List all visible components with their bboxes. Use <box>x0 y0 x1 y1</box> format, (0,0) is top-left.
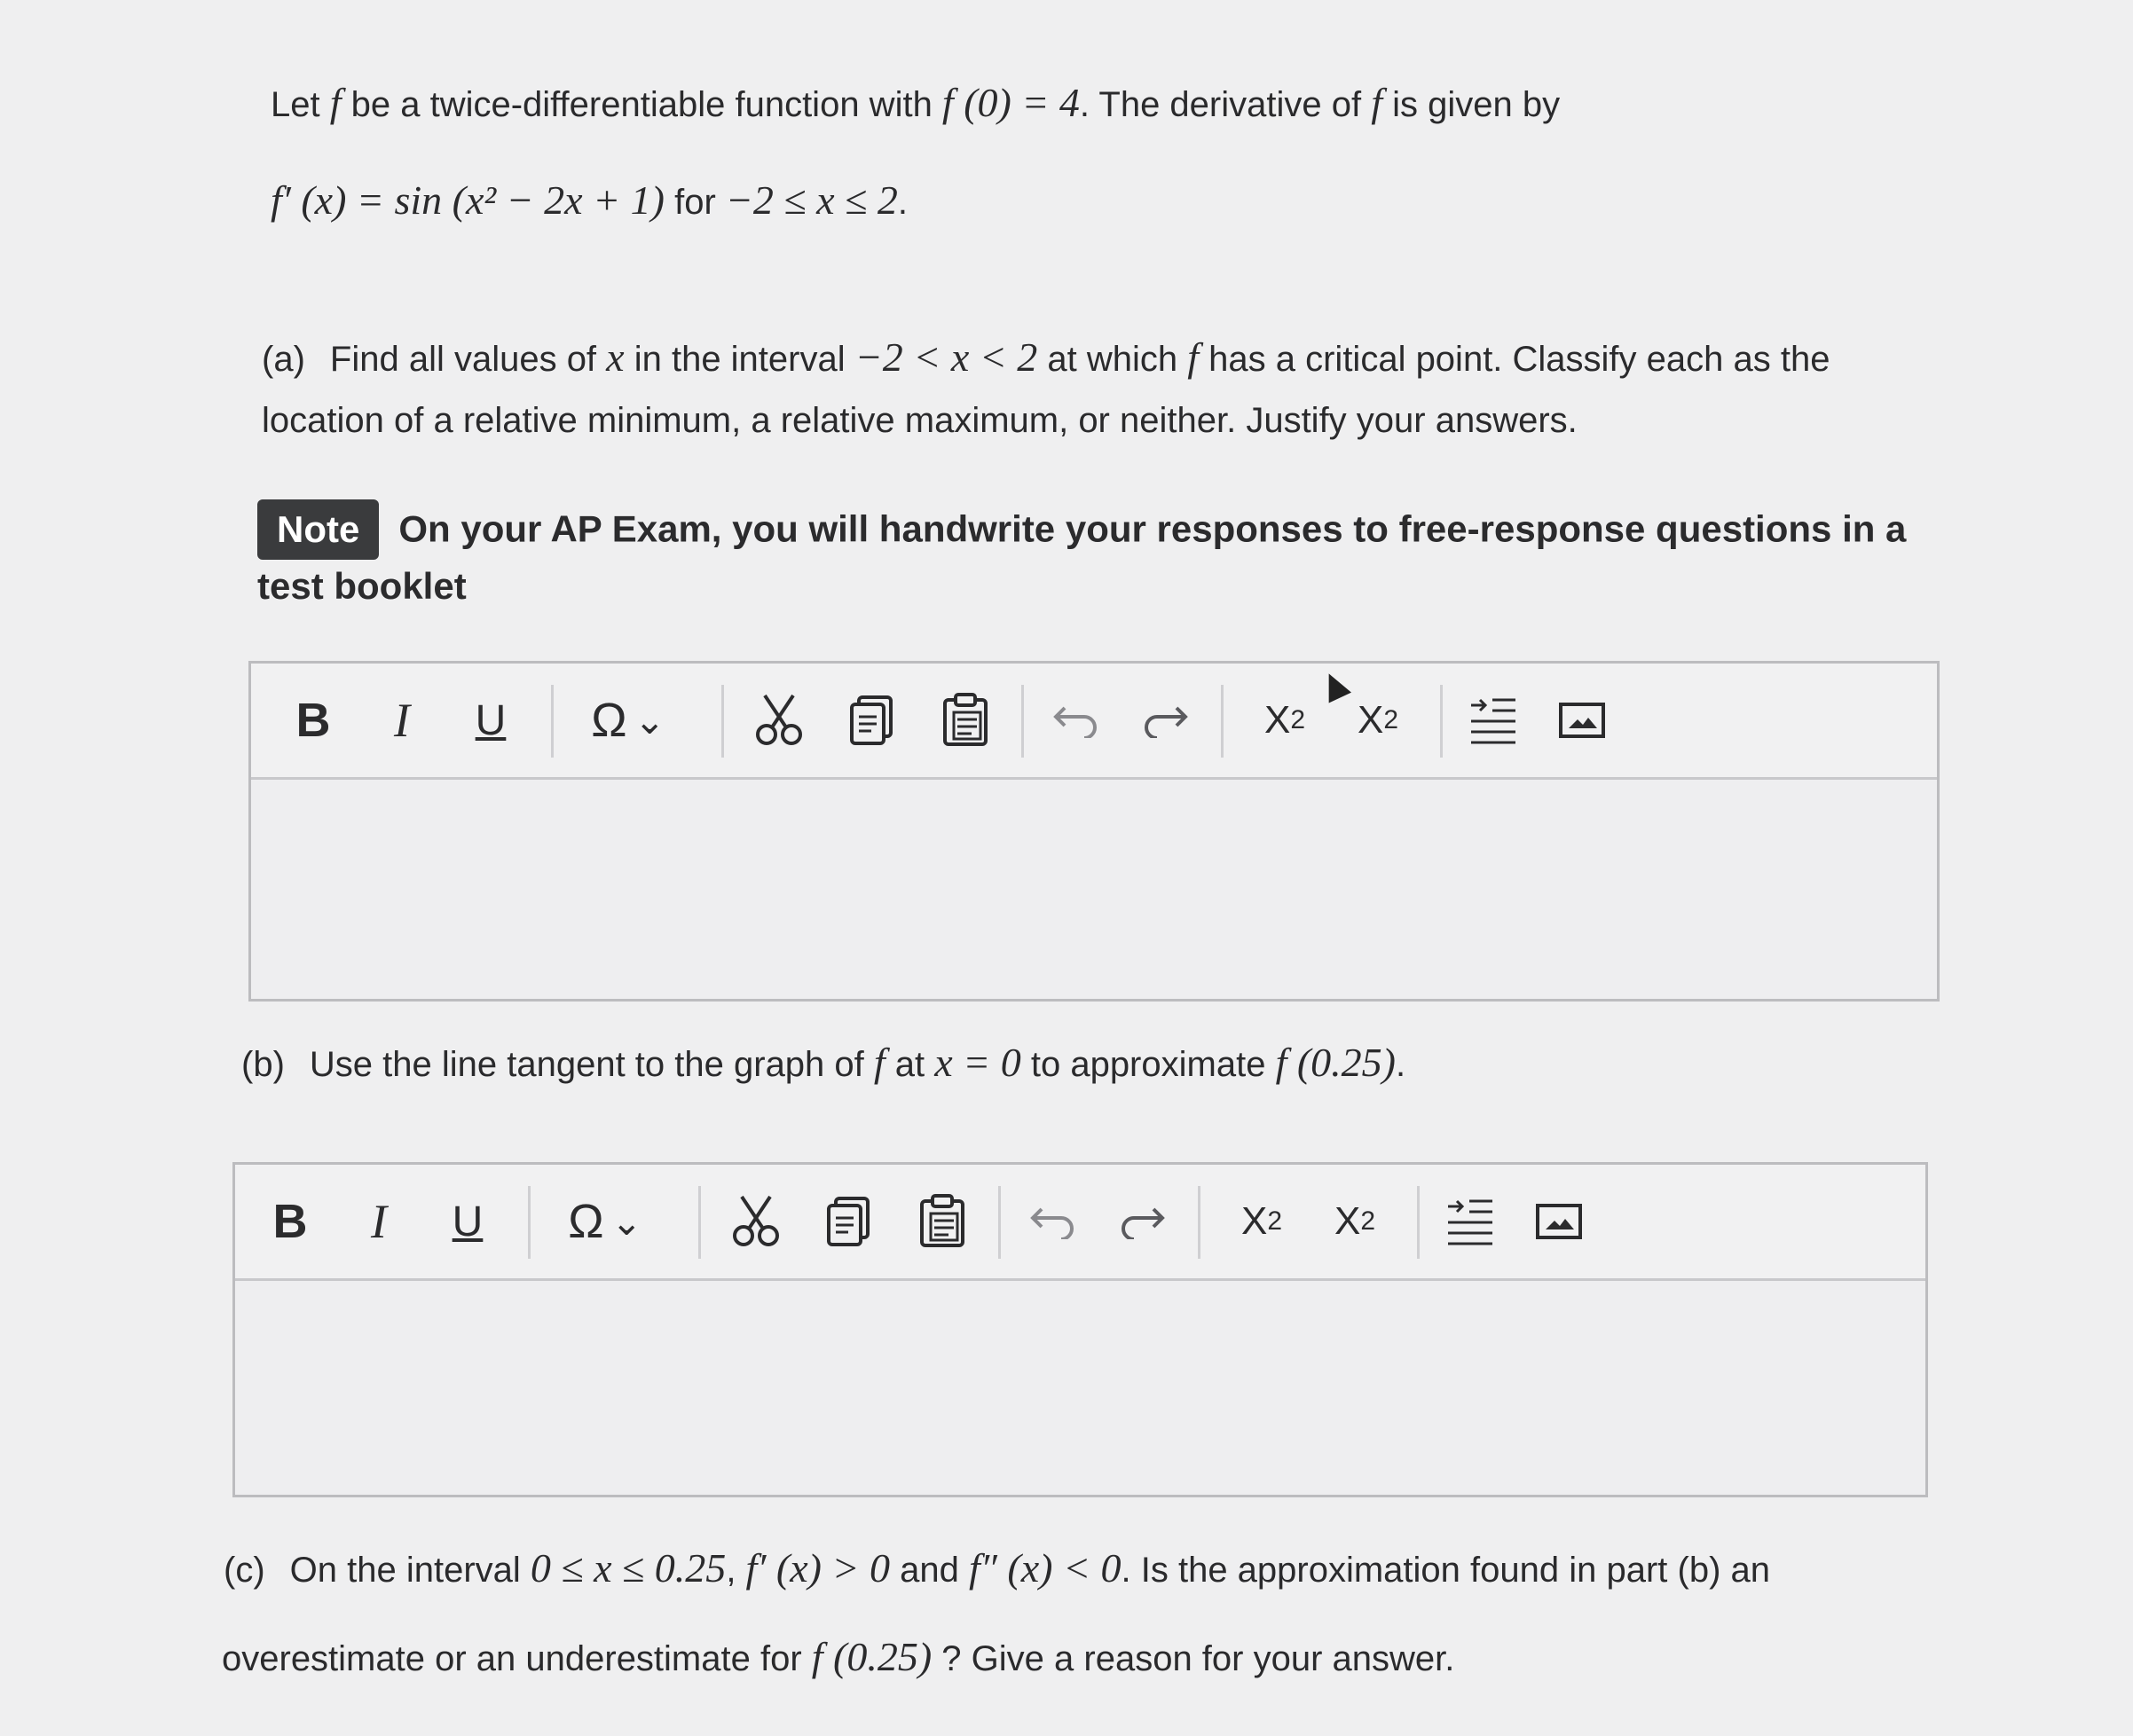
toolbar-divider <box>528 1186 531 1259</box>
part-b-end: . <box>1395 1045 1406 1084</box>
chevron-down-icon: ⌄ <box>610 1200 642 1243</box>
part-c-text-2: . Is the approximation found in part (b) an <box>1121 1551 1771 1590</box>
toolbar-divider <box>1440 685 1443 758</box>
bold-label: B <box>295 694 331 747</box>
part-a-x: x <box>606 334 625 380</box>
answer-input-b[interactable] <box>235 1281 1925 1495</box>
paste-button[interactable] <box>907 1165 978 1278</box>
answer-editor-b <box>232 1162 1928 1497</box>
part-b-approx: f (0.25) <box>1275 1040 1396 1085</box>
toolbar-divider <box>998 1186 1001 1259</box>
superscript-exp: 2 <box>1267 1206 1283 1236</box>
bold-button[interactable] <box>278 664 349 777</box>
redo-button[interactable] <box>1129 664 1200 777</box>
clipboard-icon <box>941 693 989 748</box>
superscript-button[interactable] <box>1240 664 1329 777</box>
toolbar-divider <box>1021 685 1024 758</box>
cut-button[interactable] <box>744 664 815 777</box>
italic-label: I <box>394 694 410 747</box>
superscript-button[interactable] <box>1217 1165 1306 1278</box>
subscript-button[interactable] <box>1310 1165 1399 1278</box>
part-a-line-2 <box>262 399 1578 442</box>
part-a-label: (a) <box>262 340 305 379</box>
scissors-icon <box>729 1193 783 1250</box>
part-c-line-2 <box>222 1632 1454 1681</box>
editor-toolbar-b <box>235 1165 1925 1281</box>
part-b-text-1: Use the line tangent to the graph of <box>309 1045 874 1084</box>
intro-let: Let <box>271 85 330 124</box>
part-b-x-eq: x = 0 <box>934 1040 1021 1085</box>
underline-button[interactable] <box>432 1165 503 1278</box>
insert-image-button[interactable] <box>1547 664 1617 777</box>
part-a-text-2: in the interval <box>624 340 855 379</box>
part-c-and: and <box>889 1551 969 1590</box>
copy-button[interactable] <box>814 1165 885 1278</box>
part-a-text-4: has a critical point. Classify each as the <box>1199 340 1830 379</box>
superscript-base: X <box>1240 1199 1268 1243</box>
part-b-line <box>241 1038 1405 1087</box>
toolbar-divider <box>1198 1186 1200 1259</box>
italic-button[interactable] <box>343 1165 414 1278</box>
part-c-fprime: f′ (x) > 0 <box>745 1545 890 1591</box>
note-text: On your AP Exam, you will handwrite your responses to free-response questions in a test booklet <box>257 507 1907 607</box>
indent-button[interactable] <box>1435 1165 1506 1278</box>
copy-icon <box>848 694 896 747</box>
part-a-text-5: location of a relative minimum, a relative maximum, or neither. Justify your answers. <box>262 401 1578 440</box>
clipboard-icon <box>918 1194 966 1249</box>
part-a-interval: −2 < x < 2 <box>854 334 1038 380</box>
toolbar-divider <box>721 685 724 758</box>
redo-button[interactable] <box>1106 1165 1177 1278</box>
part-c-fdouble: f″ (x) < 0 <box>968 1545 1122 1591</box>
intro-for: for <box>664 183 726 222</box>
superscript-base: X <box>1263 698 1291 742</box>
editor-toolbar-a <box>251 664 1937 780</box>
part-a-f: f <box>1187 334 1200 380</box>
subscript-base: X <box>1334 1199 1361 1243</box>
part-c-comma: , <box>726 1551 746 1590</box>
chevron-down-icon: ⌄ <box>634 699 665 742</box>
image-icon <box>1535 1203 1583 1240</box>
part-c-interval: 0 ≤ x ≤ 0.25 <box>530 1545 727 1591</box>
part-c-label: (c) <box>224 1551 265 1590</box>
subscript-exp: 2 <box>1383 705 1399 734</box>
part-a-text-1: Find all values of <box>329 340 607 379</box>
undo-button[interactable] <box>1041 664 1112 777</box>
cut-button[interactable] <box>720 1165 791 1278</box>
subscript-exp: 2 <box>1360 1206 1376 1236</box>
underline-label: U <box>475 696 507 744</box>
part-a-text-3: at which <box>1037 340 1188 379</box>
toolbar-divider <box>698 1186 701 1259</box>
answer-editor-a <box>248 661 1940 1002</box>
intro-f-2: f <box>1371 80 1382 125</box>
indent-icon <box>1468 695 1519 746</box>
italic-button[interactable] <box>366 664 437 777</box>
derivative-expression: f′ (x) = sin (x² − 2x + 1) <box>271 177 665 223</box>
underline-button[interactable] <box>455 664 526 777</box>
insert-image-button[interactable] <box>1523 1165 1594 1278</box>
special-character-button[interactable] <box>571 664 686 777</box>
copy-button[interactable] <box>837 664 908 777</box>
part-c-text-1: On the interval <box>289 1551 531 1590</box>
answer-input-a[interactable] <box>251 780 1937 999</box>
indent-icon <box>1444 1196 1496 1247</box>
underline-label: U <box>452 1198 484 1245</box>
subscript-button[interactable] <box>1334 664 1422 777</box>
intro-line-1 <box>271 78 1560 127</box>
intro-derivative: . The derivative of <box>1079 85 1372 124</box>
intro-desc: be a twice-differentiable function with <box>341 85 942 124</box>
italic-label: I <box>371 1195 387 1248</box>
bold-label: B <box>272 1195 308 1248</box>
redo-icon <box>1118 1204 1166 1239</box>
part-c-line-1 <box>224 1544 1770 1592</box>
intro-period: . <box>897 183 908 222</box>
toolbar-divider <box>1221 685 1224 758</box>
scissors-icon <box>752 692 806 749</box>
part-b-text-3: to approximate <box>1020 1045 1276 1084</box>
part-b-text-2: at <box>885 1045 935 1084</box>
part-c-text-3: overestimate or an underestimate for <box>222 1639 812 1678</box>
part-a-line-1 <box>262 333 1830 381</box>
omega-icon: Ω <box>591 694 627 747</box>
redo-icon <box>1141 703 1189 738</box>
part-c-text-4: ? Give a reason for your answer. <box>932 1639 1455 1678</box>
copy-icon <box>825 1195 873 1248</box>
intro-line-2 <box>271 176 908 224</box>
part-b-label: (b) <box>241 1045 285 1084</box>
superscript-exp: 2 <box>1290 705 1306 734</box>
omega-icon: Ω <box>568 1195 604 1248</box>
undo-button[interactable] <box>1018 1165 1089 1278</box>
note-badge: Note <box>257 499 379 560</box>
indent-button[interactable] <box>1458 664 1529 777</box>
intro-given: is given by <box>1382 85 1561 124</box>
intro-f0: f (0) = 4 <box>941 80 1080 125</box>
image-icon <box>1558 702 1606 739</box>
intro-f: f <box>329 80 342 125</box>
paste-button[interactable] <box>930 664 1001 777</box>
bold-button[interactable] <box>255 1165 326 1278</box>
toolbar-divider <box>1417 1186 1420 1259</box>
special-character-button[interactable] <box>547 1165 663 1278</box>
undo-icon <box>1029 1204 1077 1239</box>
part-c-f: f (0.25) <box>811 1634 933 1679</box>
subscript-base: X <box>1357 698 1384 742</box>
domain-range: −2 ≤ x ≤ 2 <box>725 177 898 223</box>
part-b-f: f <box>873 1040 885 1085</box>
undo-icon <box>1052 703 1100 738</box>
toolbar-divider <box>551 685 554 758</box>
note-row <box>257 499 1925 614</box>
